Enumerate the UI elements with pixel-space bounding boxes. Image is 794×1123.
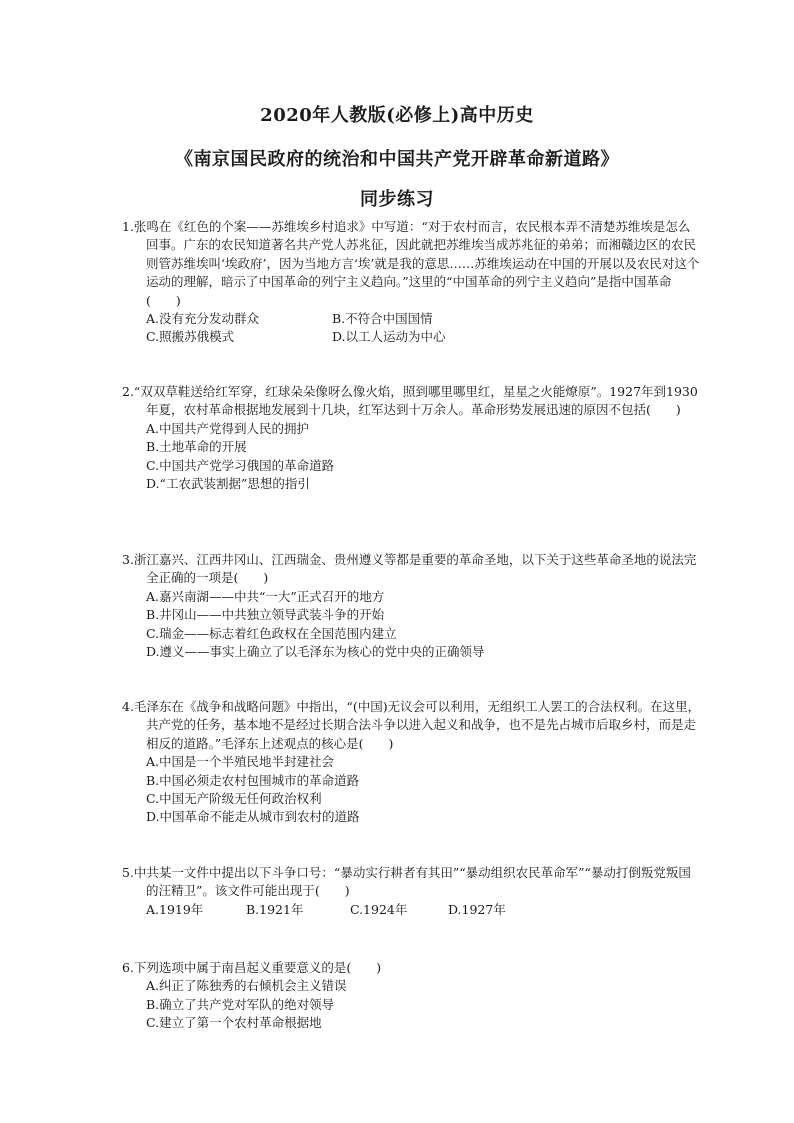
option-d: D.“工农武装割据”思想的指引 bbox=[146, 476, 310, 492]
doc-title-line2: 《南京国民政府的统治和中国共产党开辟革命新道路》 bbox=[175, 149, 619, 170]
doc-title-line3: 同步练习 bbox=[360, 189, 434, 210]
option-c: C.中国无产阶级无任何政治权利 bbox=[146, 791, 322, 807]
question-stem: 5.中共某一文件中提出以下斗争口号：“暴动实行耕者有其田”“暴动组织农民革命军”“暴动打倒叛党叛国的汪精卫”。该文件可能出现于( ) bbox=[122, 865, 691, 899]
option-a: A.没有充分发动群众 bbox=[146, 311, 260, 327]
question-options bbox=[122, 420, 702, 494]
option-a: A.嘉兴南湖——中共“一大”正式召开的地方 bbox=[146, 588, 385, 604]
option-c: C.建立了第一个农村革命根据地 bbox=[146, 1015, 322, 1031]
question-stem: 1.张鸣在《红色的个案——苏维埃乡村追求》中写道：“对于农村而言，农民根本弄不清楚苏维埃是怎么回事。广东的农民知道著名共产党人苏兆征，因此就把苏维埃当成苏兆征的弟弟；而湘赣边区的农民则管苏维埃叫‘埃政府’，因为当地方言‘埃’就是我的意思……苏维埃运动在中国的开展以及农民对这个运动的理解，暗示了中国革命的列宁主义趋向。”这里的“中国革命的列宁主义趋向”是指中国革命( ) bbox=[122, 219, 700, 308]
option-b: B.中国必须走农村包围城市的革命道路 bbox=[146, 772, 360, 788]
question-6 bbox=[122, 959, 702, 1033]
option-d: D.1927年 bbox=[447, 901, 506, 917]
question-5 bbox=[122, 864, 702, 919]
question-1 bbox=[122, 218, 702, 347]
question-options bbox=[122, 977, 702, 1032]
question-stem: 4.毛泽东在《战争和战略问题》中指出，“(中国)无议会可以利用，无组织工人罢工的合法权利。在这里，共产党的任务，基本地不是经过长期合法斗争以进入起义和战争，也不是先占城市后取乡村，而是走相反的道路。”毛泽东上述观点的核心是( ) bbox=[122, 699, 701, 751]
question-stem: 6.下列选项中属于南昌起义重要意义的是( ) bbox=[122, 960, 382, 975]
option-d: D.遵义——事实上确立了以毛泽东为核心的党中央的正确领导 bbox=[146, 644, 485, 660]
option-b: B.不符合中国国情 bbox=[331, 311, 433, 327]
option-a: A.中国是一个半殖民地半封建社会 bbox=[146, 754, 335, 770]
option-b: B.1921年 bbox=[245, 901, 304, 917]
question-4 bbox=[122, 698, 702, 827]
question-stem: 3.浙江嘉兴、江西井冈山、江西瑞金、贵州遵义等都是重要的革命圣地，以下关于这些革命圣地的说法完全正确的一项是( ) bbox=[122, 552, 697, 586]
question-options bbox=[122, 753, 702, 827]
question-stem: 2.“双双草鞋送给红军穿，红球朵朵像呀么像火焰，照到哪里哪里红，星星之火能燎原”。1927年到1930年夏，农村革命根据地发展到十几块，红军达到十万余人。革命形势发展迅速的原因不包括( ) bbox=[122, 384, 698, 418]
option-c: C.1924年 bbox=[349, 901, 408, 917]
option-b: B.井冈山——中共独立领导武装斗争的开始 bbox=[146, 607, 385, 623]
question-2 bbox=[122, 383, 702, 493]
option-a: A.纠正了陈独秀的右倾机会主义错误 bbox=[146, 978, 347, 994]
question-options bbox=[122, 310, 702, 347]
doc-title-line1: 2020年人教版(必修上)高中历史 bbox=[260, 105, 534, 126]
option-c: C.中国共产党学习俄国的革命道路 bbox=[146, 457, 335, 473]
option-a: A.中国共产党得到人民的拥护 bbox=[146, 420, 310, 436]
option-d: D.以工人运动为中心 bbox=[331, 329, 446, 345]
question-options bbox=[122, 901, 702, 919]
option-d: D.中国革命不能走从城市到农村的道路 bbox=[146, 809, 360, 825]
option-c: C.照搬苏俄模式 bbox=[146, 329, 235, 345]
option-a: A.1919年 bbox=[146, 901, 204, 917]
question-3 bbox=[122, 551, 702, 661]
option-b: B.确立了共产党对军队的绝对领导 bbox=[146, 996, 335, 1012]
option-b: B.土地革命的开展 bbox=[146, 439, 247, 455]
question-options bbox=[122, 588, 702, 662]
option-c: C.瑞金——标志着红色政权在全国范围内建立 bbox=[146, 625, 397, 641]
